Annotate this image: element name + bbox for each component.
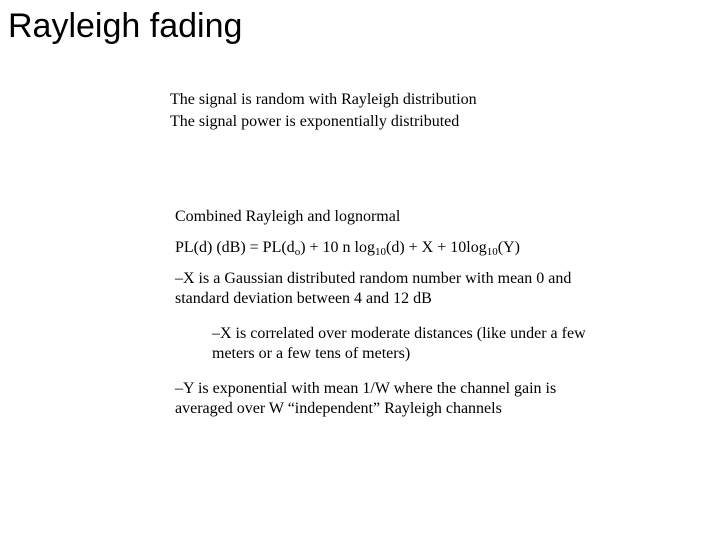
intro-block bbox=[170, 89, 477, 133]
combined-model-heading: Combined Rayleigh and lognormal bbox=[175, 208, 401, 225]
formula-subscript-o: o bbox=[294, 246, 301, 258]
exponential-power-line: The signal power is exponentially distributed bbox=[170, 113, 460, 130]
path-loss-formula bbox=[175, 238, 615, 258]
formula-part-4: (Y) bbox=[497, 239, 520, 256]
formula-subscript-10-first: 10 bbox=[374, 246, 386, 258]
formula-subscript-10-second: 10 bbox=[486, 246, 498, 258]
formula-part-2: ) + 10 n log bbox=[300, 239, 375, 256]
x-correlation-subitem: –X is correlated over moderate distances (like under a few meters or a few tens of meters) bbox=[212, 325, 586, 362]
y-exponential-item: –Y is exponential with mean 1/W where the channel gain is averaged over W “independent” Rayleigh channels bbox=[175, 380, 557, 417]
formula-part-1: PL(d) (dB) = PL(d bbox=[175, 239, 295, 256]
slide-title: Rayleigh fading bbox=[8, 7, 243, 45]
details-block bbox=[175, 207, 615, 419]
formula-part-3: (d) + X + 10log bbox=[385, 239, 487, 256]
x-gaussian-item: –X is a Gaussian distributed random number with mean 0 and standard deviation between 4 and 12 dB bbox=[175, 270, 572, 307]
rayleigh-distribution-line: The signal is random with Rayleigh distribution bbox=[170, 91, 477, 108]
